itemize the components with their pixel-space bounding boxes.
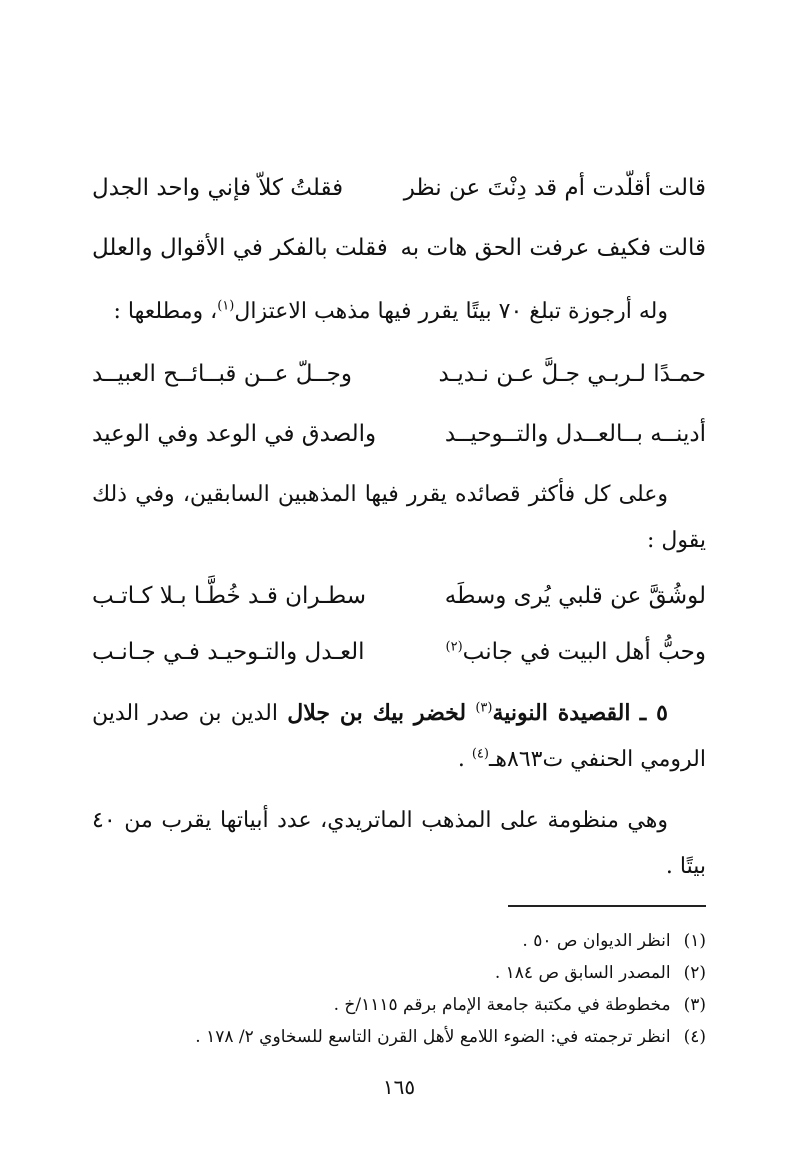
verse-hemistich-second: فقلت بالفكر في الأقوال والعلل [92,235,388,261]
verse-line [92,574,706,618]
footnote-number: (٤) [683,1027,706,1047]
paragraph-qasaid: وعلى كل فأكثر قصائده يقرر فيها المذهبين السابقين، وفي ذلك يقول : [92,482,706,553]
footnote-marker: (٢) [445,639,463,655]
paragraph-text: وله أرجوزة تبلغ ٧٠ بيتًا يقرر فيها مذهب الاعتزال [234,299,668,324]
footnote-text: المصدر السابق ص ١٨٤ . [494,963,671,983]
footnote-item [92,925,706,957]
footnote-text: انظر الديوان ص ٥٠ . [522,931,671,951]
verse-hemistich-second: سطـران قـد خُطَّـا بـلا كـاتـب [92,583,367,609]
verse-hemistich-first: حمـدًا لـربـي جـلَّ عـن نـديـد [438,361,706,387]
section-number: ٥ ـ [639,700,668,726]
section-author: لخضر بيك بن جلال [287,700,467,726]
footnotes [92,925,706,1053]
footnote-number: (٣) [683,995,706,1015]
verse-hemistich-second: فقلتُ كلاّ فإني واحد الجدل [92,175,344,201]
paragraph-manzuma: وهي منظومة على المذهب الماتريدي، عدد أبياتها يقرب من ٤٠ بيتًا . [92,808,706,879]
verse-line [92,630,706,674]
verse-hemistich-second: والصدق في الوعد وفي الوعيد [92,421,377,447]
section-end: . [457,747,465,772]
verse-hemistich-first [446,630,706,674]
footnote-number: (١) [683,931,706,951]
paragraph-text-end: ، ومطلعها : [113,299,218,324]
footnote-item [92,957,706,989]
verse-hemistich-first: أدينــه بــالعــدل والتــوحيــد [444,421,706,447]
footnote-marker: (٤) [471,746,489,762]
section-title: القصيدة النونية [492,700,631,726]
verse-line [92,352,706,396]
verse-line [92,226,706,270]
verse-hemistich-first: قالت فكيف عرفت الحق هات به [400,235,706,261]
section-text: الدين بن صدر الدين الرومي الحنفي ت٨٦٣هـ [92,701,706,772]
footnote-text: انظر ترجمته في: الضوء اللامع لأهل القرن التاسع للسخاوي ٢/ ١٧٨ . [195,1027,671,1047]
footnote-text: مخطوطة في مكتبة جامعة الإمام برقم ١١١٥/خ . [333,995,671,1015]
section-5-heading [92,690,706,783]
verse-hemistich-second: وجــلّ عــن قبــائــح العبيــد [92,361,352,387]
footnote-separator [508,905,706,907]
footnote-item [92,989,706,1021]
footnote-item [92,1021,706,1053]
paragraph-urjuza [92,289,706,335]
verse-line [92,412,706,456]
verse-hemistich-first: لوشُقَّ عن قلبي يُرى وسطَه [444,583,706,609]
footnote-marker: (٣) [475,700,493,716]
footnote-number: (٢) [683,963,706,983]
verse-hemistich-second: العـدل والتـوحيـد فـي جـانـب [92,639,365,665]
verse-text: وحبُّ أهل البيت في جانب [462,639,706,665]
page-number: ١٦٥ [382,1075,416,1099]
verse-hemistich-first: قالت أقلّدت أم قد دِنْتَ عن نظر [403,175,706,201]
footnote-marker: (١) [217,298,235,314]
verse-line [92,166,706,210]
